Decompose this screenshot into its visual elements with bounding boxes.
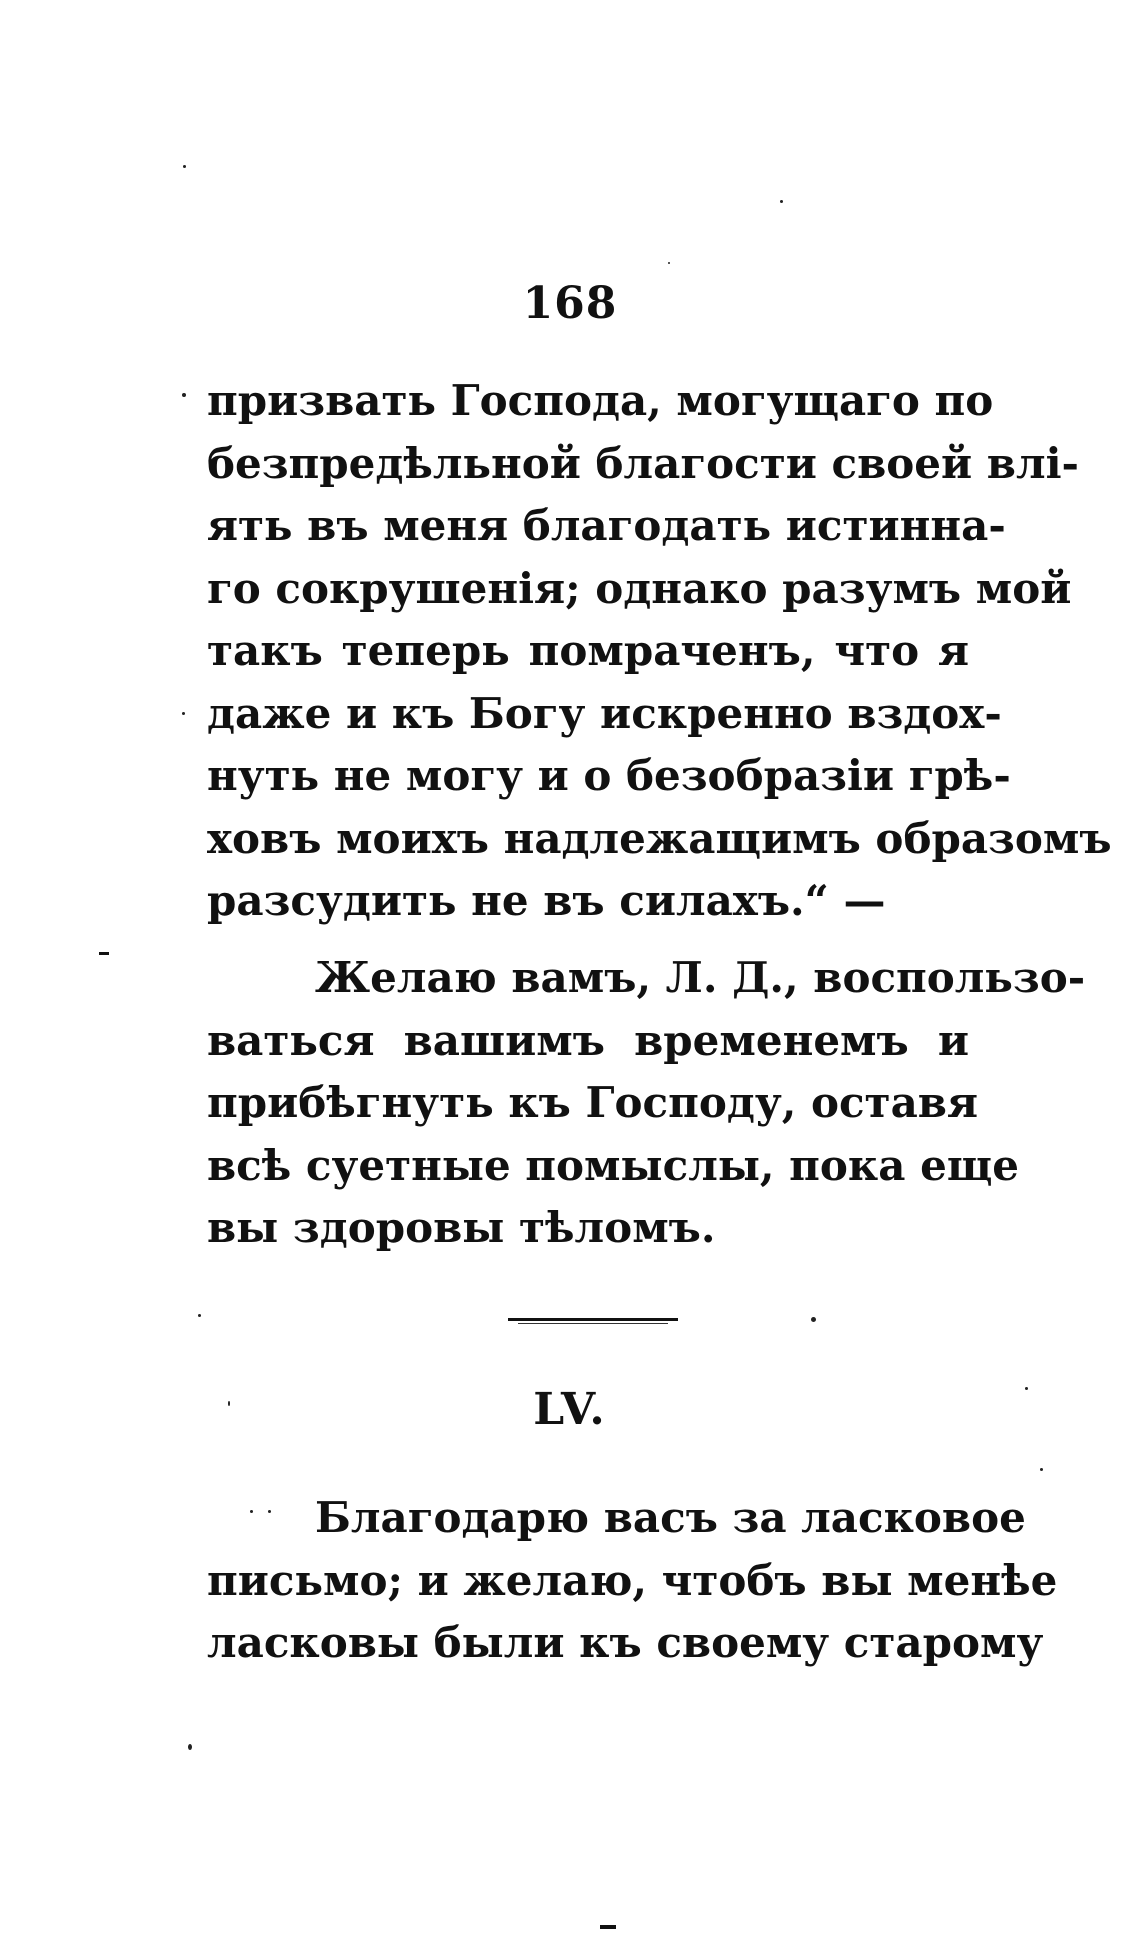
paragraph-1-line: ять въ меня благодать истинна- [207,501,1006,550]
paragraph-2-line: вы здоровы тѣломъ. [207,1203,716,1252]
section-heading: LV. [533,1384,607,1435]
scan-speck [228,1401,230,1406]
scan-speck [1025,1387,1028,1390]
paragraph-3-line: Благодарю васъ за ласковое [315,1493,1026,1542]
paragraph-2-line: прибѣгнуть къ Господу, оставя [207,1078,978,1127]
scan-speck [1040,1468,1043,1471]
paragraph-1-line: ховъ моихъ надлежащимъ образомъ [207,813,1112,863]
paragraph-3-line: ласковы были къ своему старому [207,1618,1044,1667]
scan-mark [600,1925,616,1929]
paragraph-3 [207,1487,1058,1675]
paragraph-1-line: безпредѣльной благости своей влі- [207,438,1079,488]
paragraph-1-line: даже и къ Богу искренно вздох- [207,688,1002,738]
paragraph-2-line: всѣ суетные помыслы, пока еще [207,1140,1019,1190]
scan-speck [188,1744,192,1750]
page-number: 168 [522,278,618,329]
paragraph-2 [207,947,1086,1260]
paragraph-1-line: го сокрушенія; однако разумъ мой [207,563,1072,613]
scan-speck [182,712,185,715]
paragraph-1-line: нуть не могу и о безобразіи грѣ- [207,751,1011,800]
scan-speck [183,165,186,168]
paragraph-1-line: такъ теперь помраченъ, что я [207,626,969,675]
scan-speck [780,200,783,203]
paragraph-2-line: ваться вашимъ временемъ и [207,1015,969,1065]
paragraph-1-line: призвать Господа, могущаго по [207,376,994,425]
scan-speck [182,393,186,397]
scan-speck [668,262,670,264]
paragraph-2-line: Желаю вамъ, Л. Д., воспользо- [315,953,1086,1002]
paragraph-1 [207,370,1112,933]
paragraph-3-line: письмо; и желаю, чтобъ вы менѣе [207,1555,1058,1605]
scan-mark [99,952,109,955]
scan-speck [268,1510,271,1513]
scan-speck [250,1510,253,1513]
scan-speck [198,1314,201,1317]
paragraph-1-line: разсудить не въ силахъ.“ — [207,876,886,925]
scan-speck [811,1317,816,1322]
section-divider [508,1318,678,1321]
